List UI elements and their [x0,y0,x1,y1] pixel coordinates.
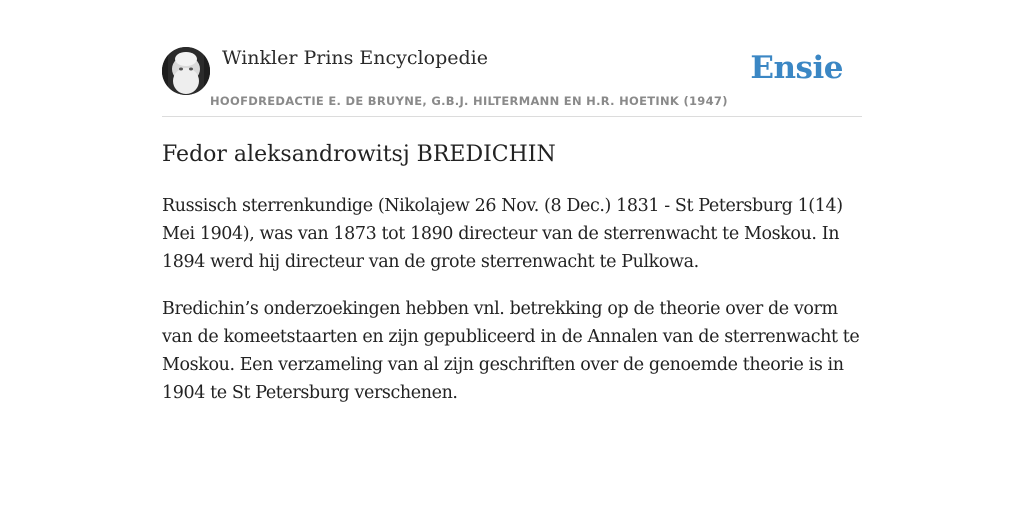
article-title: Fedor aleksandrowitsj BREDICHIN [162,142,556,167]
article-paragraph: Bredichin’s onderzoekingen hebben vnl. betrekking op de theorie over de vorm van de komeetstaarten en zijn gepubliceerd in de Annalen van de sterrenwacht te Moskou. Een verzameling van al zijn geschriften over de genoemde theorie is in 1904 te St Petersburg verschenen. [162,299,860,403]
header [162,44,862,117]
article-paragraph: Russisch sterrenkundige (Nikolajew 26 Nov. (8 Dec.) 1831 - St Petersburg 1(14) Mei 1904), was van 1873 tot 1890 directeur van de sterrenwacht te Moskou. In 1894 werd hij directeur van de grote sterrenwacht te Pulkowa. [162,196,843,272]
editors-subtitle: HOOFDREDACTIE E. DE BRUYNE, G.B.J. HILTERMANN EN H.R. HOETINK (1947) [210,94,728,108]
portrait-icon [162,47,210,95]
site-title[interactable]: Winkler Prins Encyclopedie [222,47,488,69]
ensie-logo-link[interactable]: Ensie [750,50,843,86]
author-avatar [162,47,210,95]
page-container [162,44,862,407]
